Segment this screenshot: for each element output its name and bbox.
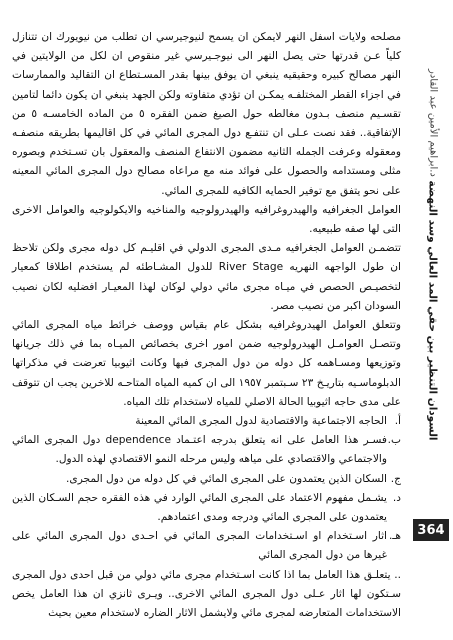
list-item-text: فسـر هذا العامل على انه يتعلق بدرجه اعتـماد dependence دول المجرى المائي والاجتماعي والاقتصادي على مياهه وليس مرحله النمو الاقتصادي لهذه الدول. xyxy=(12,434,387,466)
list-item-text: الحاجه الاجتماعية والاقتصادية لدول المجرى المائي المعينة xyxy=(135,415,387,428)
paragraph-2: العوامل الجغرافيه والهيدروغرافيه والهيدرولوجيه والمناخيه والايكولوجيه والعوامل الاخرى التى لها صفه طبيعيه. xyxy=(12,203,401,236)
list-item-text: اثار اسـتخدام او اسـتخدامات المجرى المائي في احـدى دول المجرى المائي على غيرها من دول المجرى المائي xyxy=(12,530,387,562)
paragraph-3: تتضمـن العوامل الجغرافيه مـدى المجرى الدولي في اقليـم كل دوله مجرى ولكن تلاحظ ان طول الواجهه النهريه River Stage للدول المشـاطئه لم يستخدم اطلاقا كمعيار لتخصيـص الحصص في ميـاه مجرى مائي دولي لوكان لهذا المعيـار افضليه لكان نصيب السودان اكبر من نصيب مصر. xyxy=(12,242,401,312)
side-header-bar xyxy=(410,0,453,640)
list-marker: أ. xyxy=(394,415,401,428)
list-item xyxy=(12,470,401,489)
list-item xyxy=(12,527,401,565)
page-number: 364 xyxy=(413,519,449,541)
list-item xyxy=(12,489,401,527)
list-item xyxy=(12,431,401,469)
list-item-text: يشـمل مفهوم الاعتماد على المجرى المائي الوارد في هذه الفقره حجم السـكان الذين يعتمدون على المجرى المائي ودرجه ومدى اعتمادهم. xyxy=(12,491,387,524)
list-item-text: السكان الذين يعتمدون على المجرى المائي في كل دوله من دول المجرى. xyxy=(66,472,387,485)
list-marker: د. xyxy=(392,491,401,504)
list-marker: ج. xyxy=(390,472,401,485)
list-marker: ب. xyxy=(387,434,401,447)
author-name: د.ابراهيم الأمين عبد القادر xyxy=(427,69,439,178)
page-body xyxy=(12,28,401,623)
paragraph-4: وتتعلق العوامل الهيدروغرافيه بشكل عام بقياس ووصف خرائط مياه المجرى المائي وتتصـل العوامـل الهيدرولوجيه ضمن امور اخرى بخصائص الميـاه بما في ذلك جريانها وتوزيعها ومسـاهمه كل دوله من دول المجرى فيها وكانت اثيوبيا تعرضت في مذكراتها الدبلوماسـيه بتاريـخ ٢٣ سـبتمبر ١٩٥٧ الى ان كميه المياه المتاحـه للاخرين يجب ان تتوقف على مدى حاجه اثيوبيا الحالة الاصلي للمياه لاستخدام تلك المياه. xyxy=(12,319,401,408)
list-item xyxy=(12,412,401,431)
list-marker: هـ. xyxy=(388,530,401,543)
book-title: السودان التنظير بين حقي المد العالي وسد النهضة xyxy=(426,180,439,441)
running-header xyxy=(419,40,445,470)
paragraph-5: .. يتعلـق هذا العامل بما اذا كانت اسـتخدام مجرى مائي دولي من قبل احدى دول المجرى سـتكون لها اثار عـلى دول المجرى المائي الاخرى.. ويـرى ثانزي ان هذا العامل يخص الاستخدامات المتعارضه لمجرى مائي ولايشمل الاثار الضاره لاستخدام معين بحيث xyxy=(12,568,401,620)
paragraph-1: مصلحه ولايات اسفل النهر لايمكن ان يسمح لنيوجيرسي ان تطلب من نيويورك ان تتنازل كلياً عـن قدرتها حتى يصل النهر الى نيوجـيرسي غير منقوص ان لكل من الولايتين في النهر مصالح كبيره وحقيقيه ينبغي ان يوفق بينها بقدر المسـتطاع ان التقاليد والممارسات في اجزاء القطر المختلفـه يمكـن ان تؤدي متفاوته ولكن الجهد ينبغي ان يكون دائما لتامين تقسـيم منصف بـدون مغالطه حول الصيغ ضمن الفقره ٥ من الماده الخامسـه ٥ من الإتفاقية.. فقد نصت عـلى ان تنتفـع دول المجرى المائي في كل اقاليمها بطريقه منصفـه ومعقوله وعرفت الجمله الثانيه مضمون الانتفاع المنصف والمعقول بان تسـتخدم وبصوره مثلى ومستدامه والحصول على فوائد منه مع مراعاه مصالح دول المجرى المائي المعينه على نحو يتفق مع توفير الحمايه الكافيه للمجرى المائي. xyxy=(12,31,401,197)
